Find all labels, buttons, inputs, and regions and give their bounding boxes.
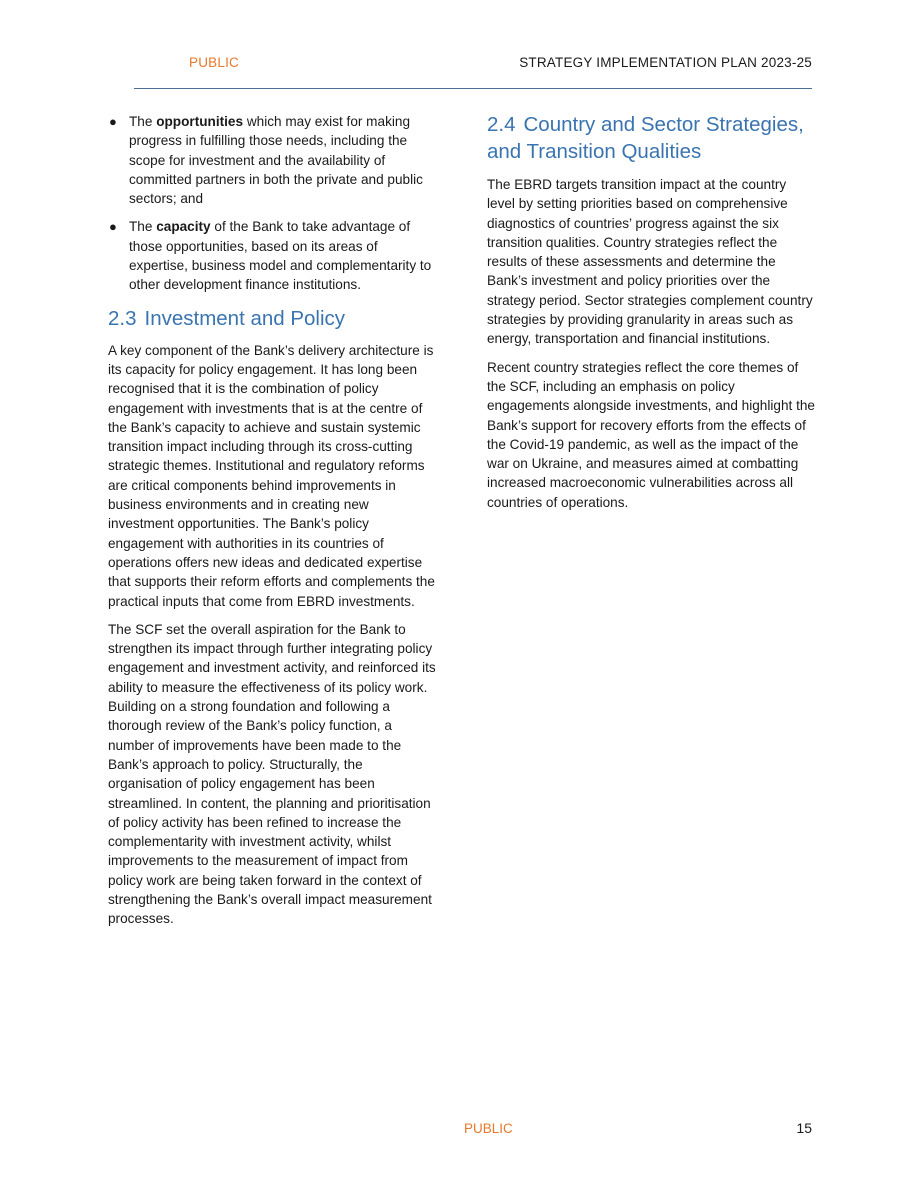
footer-classification: PUBLIC <box>464 1121 513 1136</box>
section-title: Investment and Policy <box>144 306 346 330</box>
bullet-prefix: The <box>129 219 157 235</box>
bullet-item-capacity <box>108 217 436 294</box>
paragraph: The EBRD targets transition impact at the country level by setting priorities based on comprehensive diagnostics of countries’ progress against the six transition qualities. Country strategies reflect the results of these assessments and determine the Bank’s investment and policy priorities over the strategy period. Sector strategies complement country strategies by providing granularity in areas such as energy, transportation and financial institutions. <box>487 177 813 347</box>
page-number: 15 <box>796 1120 812 1136</box>
header-document-title: STRATEGY IMPLEMENTATION PLAN 2023-25 <box>519 55 812 70</box>
paragraph: Recent country strategies reflect the core themes of the SCF, including an emphasis on policy engagements alongside investments, and highlight the Bank’s support for recovery efforts from the effects of the Covid-19 pandemic, as well as the impact of the war on Ukraine, and measures aimed at combatting increased macroeconomic vulnerabilities across all countries of operations. <box>487 359 815 510</box>
left-column <box>108 112 436 938</box>
bullet-bold-term: opportunities <box>156 114 244 129</box>
header-classification: PUBLIC <box>189 55 239 70</box>
section-number: 2.3 <box>108 306 137 330</box>
paragraph: The SCF set the overall aspiration for the Bank to strengthen its impact through further integrating policy engagement and investment activity, and reinforced its ability to measure the effectiveness of its policy work. Building on a strong foundation and following a thorough review of the Bank’s policy function, a number of improvements have been made to the Bank’s approach to policy. Structurally, the organisation of policy engagement has been streamlined. In content, the planning and prioritisation of policy activity has been refined to increase the complementarity with investment activity, whilst improvements to the measurement of impact from policy work are being taken forward in the context of strengthening the Bank’s overall impact measurement processes. <box>108 621 436 927</box>
bullet-dot-icon: ● <box>109 219 117 235</box>
bullet-bold-term: capacity <box>156 219 211 235</box>
section-heading-2-3 <box>108 305 436 332</box>
header-rule <box>134 88 812 89</box>
section-title: Country and Sector Strategies, and Transition Qualities <box>487 113 804 163</box>
bullet-list <box>108 112 436 295</box>
section-heading-2-4 <box>487 111 815 165</box>
paragraph: A key component of the Bank’s delivery architecture is its capacity for policy engagement. It has long been recognised that it is the combination of policy engagement with investments that is at the centre of the Bank’s capacity to achieve and sustain systemic transition impact including through its cross-cutting strategic themes. Institutional and regulatory reforms are critical components behind improvements in business environments and in creating new investment opportunities. The Bank’s policy engagement with authorities in its countries of operations offers new ideas and dedicated expertise that supports their reform efforts and complements the practical inputs that come from EBRD investments. <box>108 342 435 609</box>
bullet-item-opportunities <box>108 112 436 208</box>
bullet-dot-icon: ● <box>109 114 117 129</box>
right-column <box>487 111 815 521</box>
bullet-text: of the Bank to take advantage of those opportunities, based on its areas of expertise, business model and complementarity to other development finance institutions. <box>129 219 432 293</box>
bullet-prefix: The <box>129 114 157 129</box>
bullet-text: which may exist for making progress in fulfilling those needs, including the scope for investment and the availability of committed partners in both the private and public sectors; and <box>129 114 423 207</box>
section-number: 2.4 <box>487 113 516 136</box>
